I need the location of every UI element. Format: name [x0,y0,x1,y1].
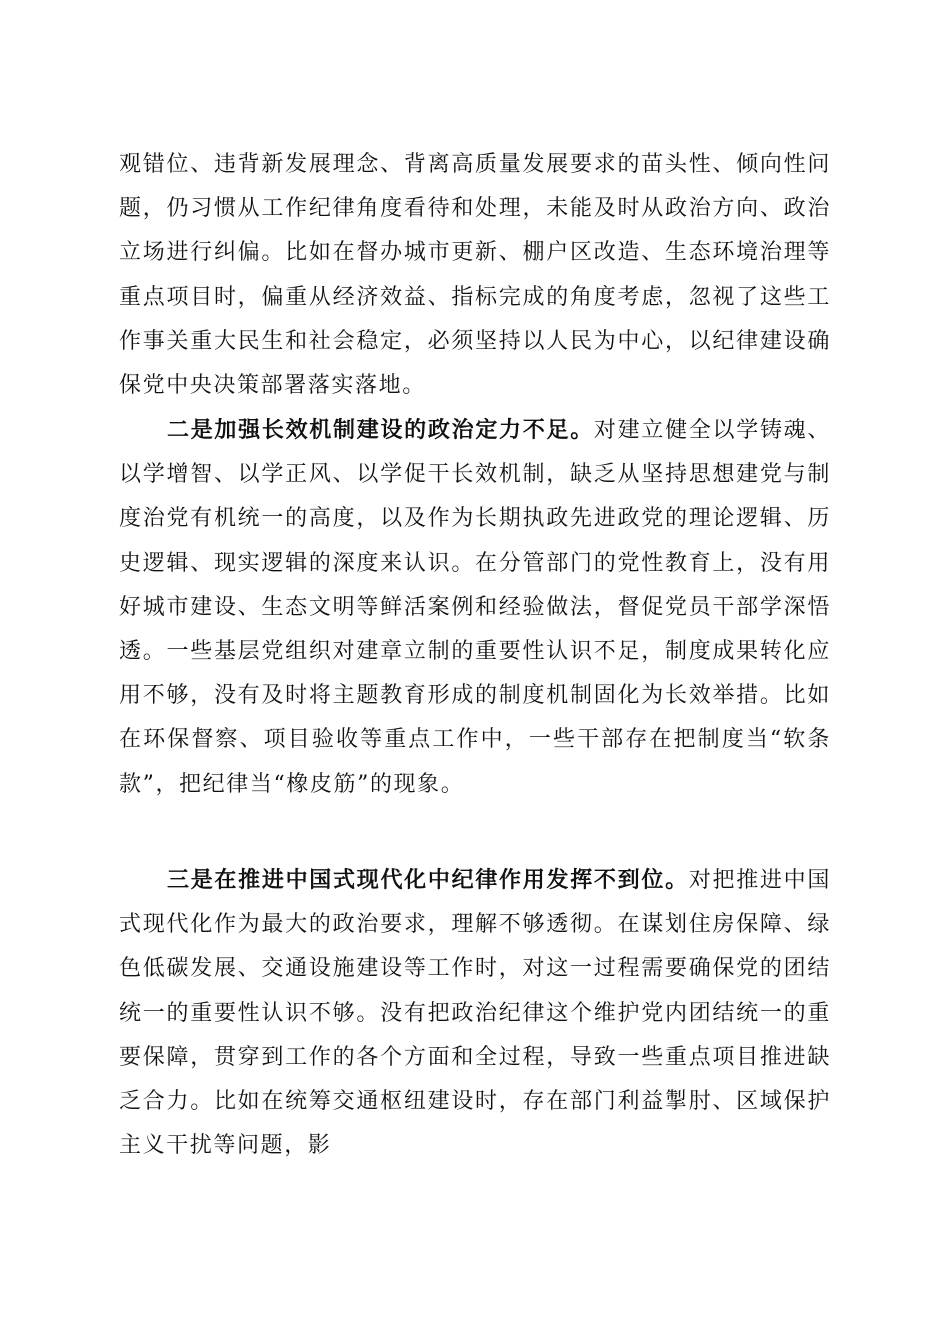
paragraph-1 [119,143,831,408]
paragraph-2 [119,409,831,807]
paragraph-3 [119,859,831,1168]
paragraph-3-body: 对把推进中国式现代化作为最大的政治要求，理解不够透彻。在谋划住房保障、绿色低碳发展、交通设施建设等工作时，对这一过程需要确保党的团结统一的重要性认识不够。没有把政治纪律这个维护党内团结统一的重要保障，贯穿到工作的各个方面和全过程，导致一些重点项目推进缺乏合力。比如在统筹交通枢纽建设时，存在部门利益掣肘、区域保护主义干扰等问题，影 [119,868,832,1159]
paragraph-2-lead: 二是加强长效机制建设的政治定力不足。 [167,418,594,443]
paragraph-3-lead: 三是在推进中国式现代化中纪律作用发挥不到位。 [167,868,689,893]
paragraph-1-body: 观错位、违背新发展理念、背离高质量发展要求的苗头性、倾向性问题，仍习惯从工作纪律角度看待和处理，未能及时从政治方向、政治立场进行纠偏。比如在督办城市更新、棚户区改造、生态环境治理等重点项目时，偏重从经济效益、指标完成的角度考虑，忽视了这些工作事关重大民生和社会稳定，必须坚持以人民为中心，以纪律建设确保党中央决策部署落实落地。 [119,152,831,399]
paragraph-2-body: 对建立健全以学铸魂、以学增智、以学正风、以学促干长效机制，缺乏从坚持思想建党与制度治党有机统一的高度，以及作为长期执政先进政党的理论逻辑、历史逻辑、现实逻辑的深度来认识。在分管部门的党性教育上，没有用好城市建设、生态文明等鲜活案例和经验做法，督促党员干部学深悟透。一些基层党组织对建章立制的重要性认识不足，制度成果转化应用不够，没有及时将主题教育形成的制度机制固化为长效举措。比如在环保督察、项目验收等重点工作中，一些干部存在把制度当“软条款”，把纪律当“橡皮筋”的现象。 [119,418,831,797]
paragraph-3-text [119,859,831,1168]
paragraph-1-text [119,143,831,408]
paragraph-2-text [119,409,831,807]
